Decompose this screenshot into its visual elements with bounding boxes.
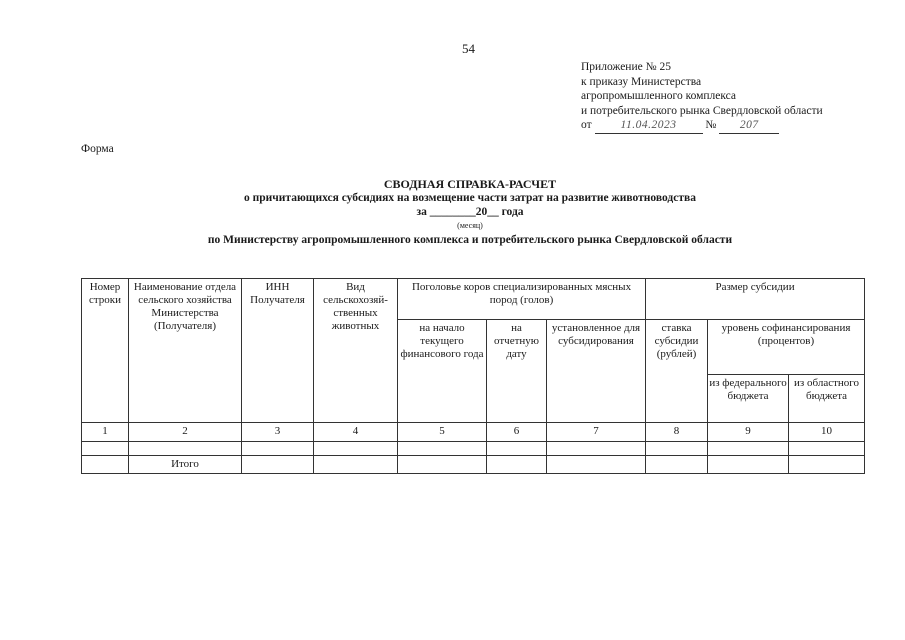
table-cell — [82, 456, 129, 474]
period-caption: (месяц) — [457, 221, 483, 230]
header-row-number: Номер строки — [82, 279, 129, 423]
document-title: СВОДНАЯ СПРАВКА-РАСЧЕТ — [383, 177, 557, 191]
table-cell — [646, 456, 708, 474]
appendix-line: и потребительского рынка Свердловской области — [581, 104, 823, 117]
table-cell — [314, 442, 398, 456]
header-reporting-date: на отчетную дату — [487, 320, 547, 423]
table-cell — [398, 442, 487, 456]
table-cell — [487, 456, 547, 474]
table-cell — [789, 456, 865, 474]
table-cell — [646, 442, 708, 456]
column-number: 2 — [129, 423, 242, 442]
appendix-line: Приложение № 25 — [581, 61, 671, 73]
table-cell — [129, 442, 242, 456]
ministry-line: по Министерству агропромышленного комплекса и потребительского рынка Свердловской области — [207, 234, 733, 246]
header-subsidy-group: Размер субсидии — [646, 279, 865, 320]
column-number: 8 — [646, 423, 708, 442]
document-subtitle: о причитающихся субсидиях на возмещение части затрат на развитие животноводства — [244, 192, 696, 204]
table-cell — [82, 442, 129, 456]
appendix-date-line — [581, 118, 823, 134]
order-number: 207 — [719, 118, 779, 134]
table-cell — [547, 456, 646, 474]
header-animal-type: Вид сельскохозяй-ственных животных — [314, 279, 398, 423]
column-number: 6 — [487, 423, 547, 442]
table-cell — [314, 456, 398, 474]
header-regional-budget: из областного бюджета — [789, 375, 865, 423]
column-number: 1 — [82, 423, 129, 442]
order-date: 11.04.2023 — [595, 118, 703, 134]
appendix-block — [581, 60, 823, 134]
form-label: Форма — [81, 143, 114, 155]
total-row — [82, 456, 865, 474]
number-prefix: № — [705, 119, 717, 131]
header-subsidy-rate: ставка субсидии (рублей) — [646, 320, 708, 423]
total-label: Итого — [129, 456, 242, 474]
table-cell — [708, 456, 789, 474]
header-cofinancing-group: уровень софинансирования (процентов) — [708, 320, 865, 375]
table-cell — [242, 456, 314, 474]
date-prefix: от — [581, 119, 592, 131]
column-numbers-row — [82, 423, 865, 442]
column-number: 5 — [398, 423, 487, 442]
table-cell — [789, 442, 865, 456]
header-established: установленное для субсидирования — [547, 320, 646, 423]
column-number: 10 — [789, 423, 865, 442]
column-number: 3 — [242, 423, 314, 442]
table-cell — [398, 456, 487, 474]
appendix-line: агропромышленного комплекса — [581, 90, 737, 102]
table-cell — [547, 442, 646, 456]
column-number: 9 — [708, 423, 789, 442]
page-number: 54 — [462, 41, 475, 56]
table-cell — [708, 442, 789, 456]
header-federal-budget: из федерального бюджета — [708, 375, 789, 423]
header-department: Наименование отдела сельского хозяйства Министерства (Получателя) — [129, 279, 242, 423]
subsidy-table — [81, 278, 865, 474]
period-line: за ________20__ года — [416, 206, 524, 218]
empty-data-row — [82, 442, 865, 456]
header-livestock-group: Поголовье коров специализированных мясных пород (голов) — [398, 279, 646, 320]
table-cell — [242, 442, 314, 456]
table-cell — [487, 442, 547, 456]
header-start-of-year: на начало текущего финансового года — [398, 320, 487, 423]
appendix-line: к приказу Министерства — [581, 75, 702, 88]
column-number: 4 — [314, 423, 398, 442]
column-number: 7 — [547, 423, 646, 442]
header-inn: ИНН Получателя — [242, 279, 314, 423]
